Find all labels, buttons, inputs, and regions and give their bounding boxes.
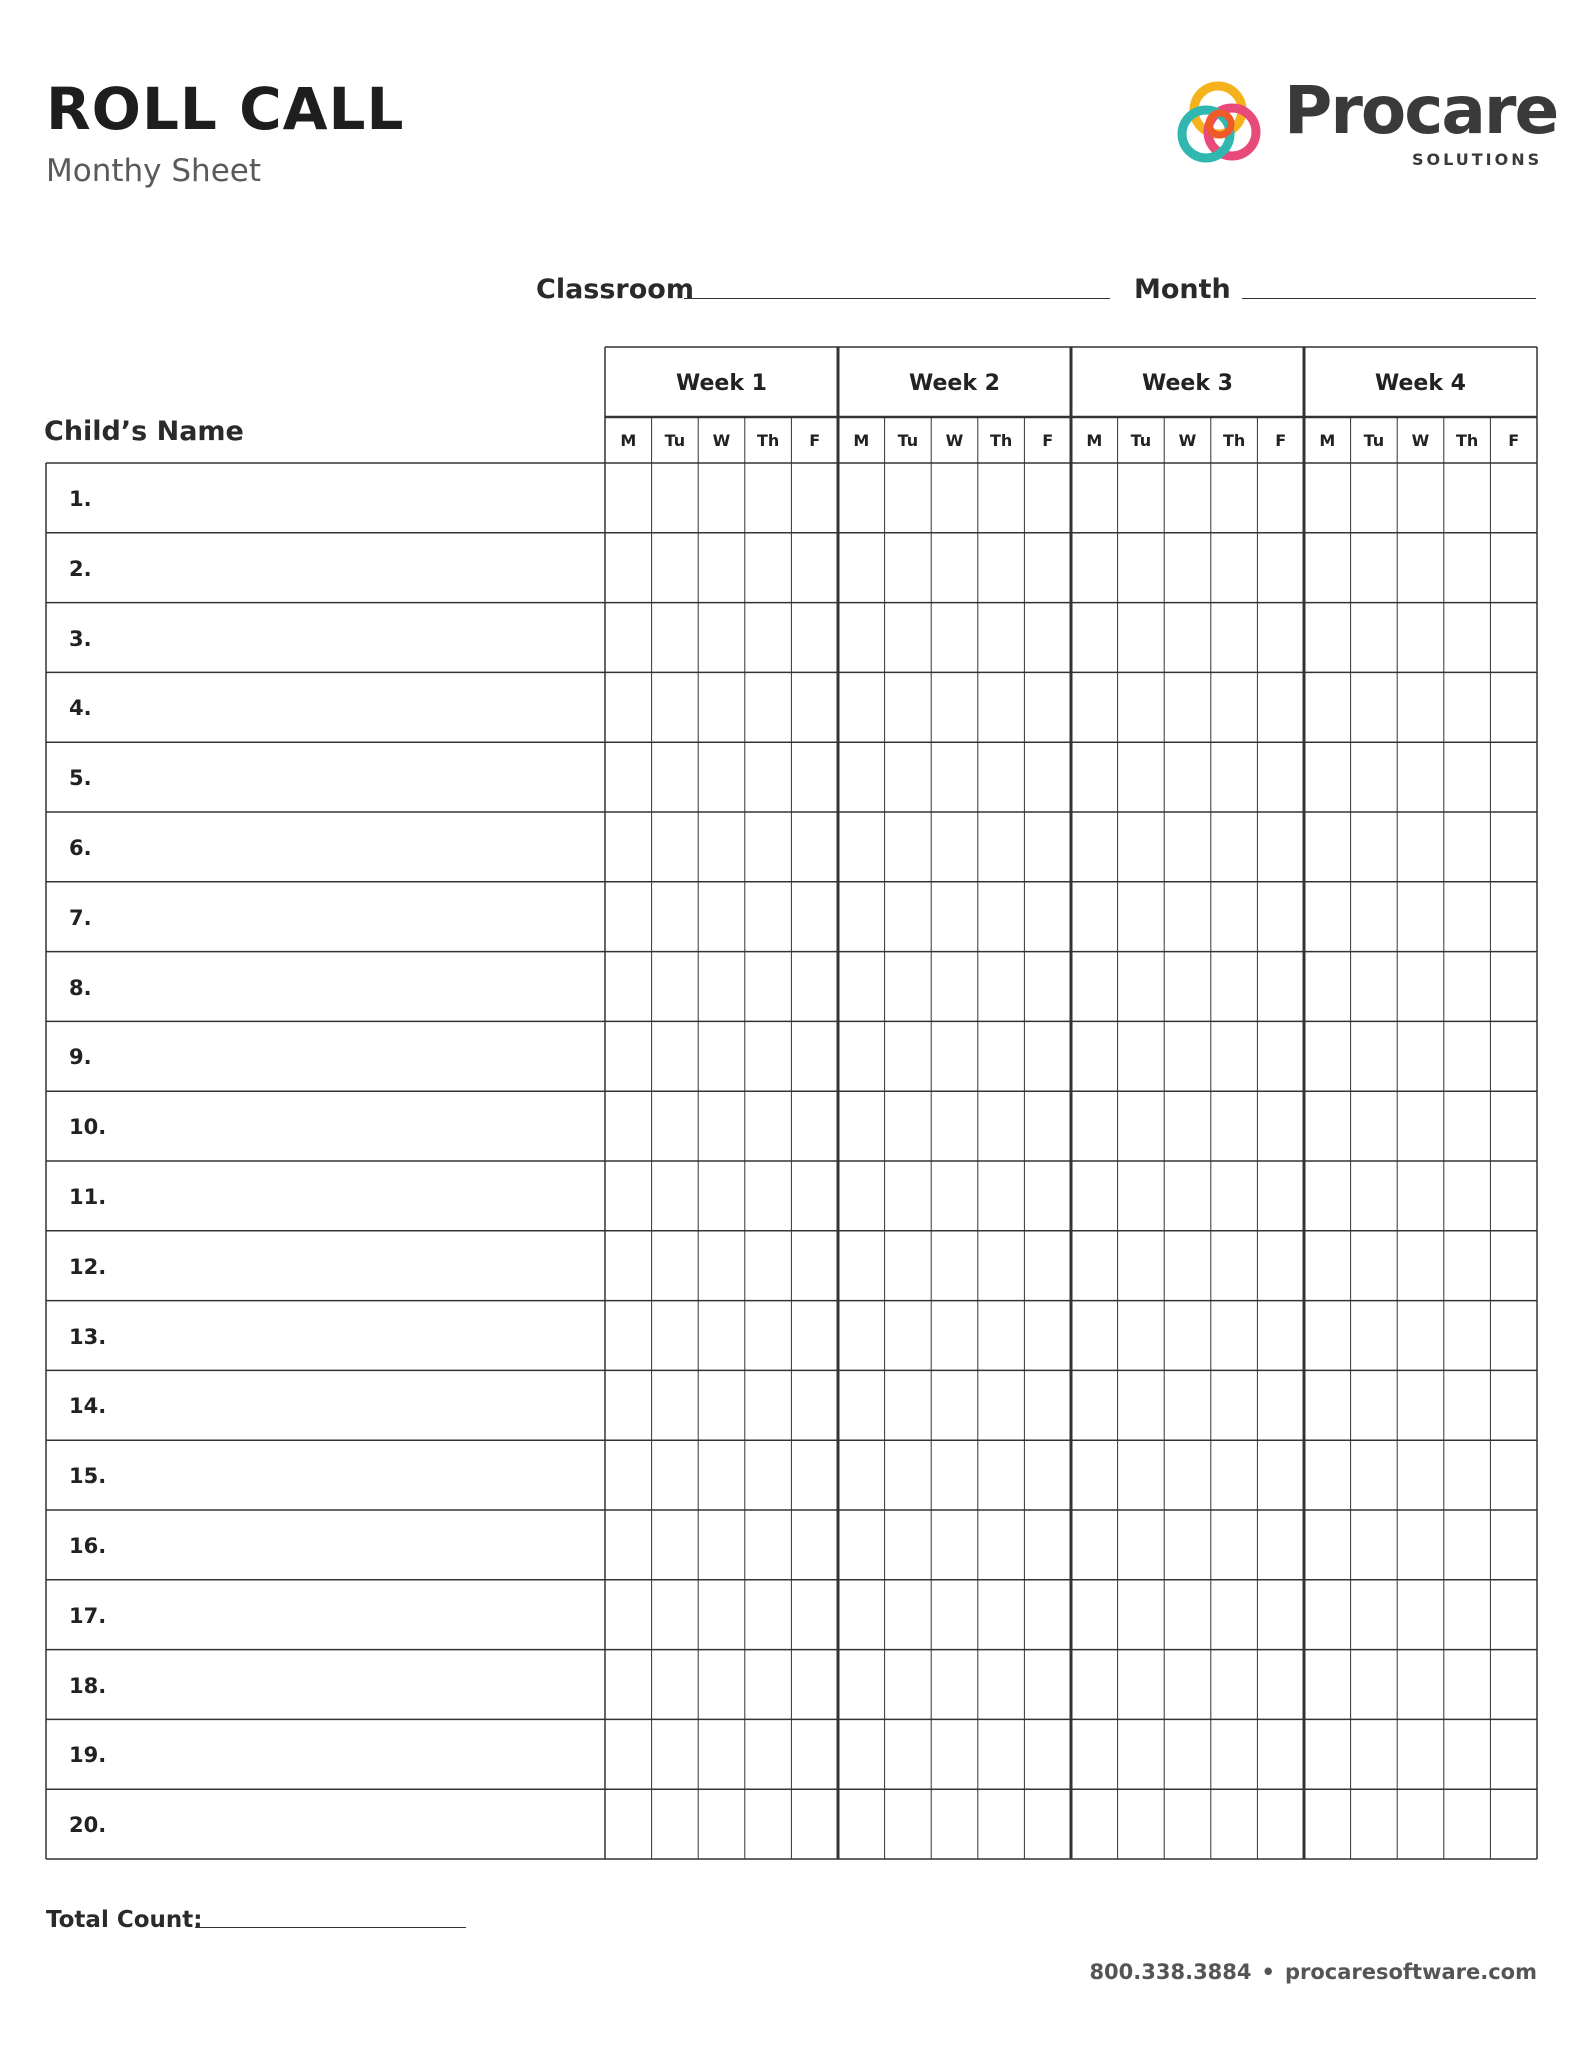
row-number: 19. bbox=[69, 1743, 107, 1768]
day-header: F bbox=[1275, 431, 1287, 450]
page-title: ROLL CALL bbox=[46, 75, 405, 143]
day-header: F bbox=[1508, 431, 1520, 450]
row-number: 7. bbox=[69, 905, 92, 930]
day-header: W bbox=[945, 431, 964, 450]
row-number: 18. bbox=[69, 1673, 107, 1698]
week-header: Week 3 bbox=[1142, 371, 1233, 396]
row-number: 16. bbox=[69, 1534, 107, 1558]
day-header: W bbox=[712, 431, 731, 450]
row-number: 17. bbox=[69, 1603, 107, 1628]
row-number: 5. bbox=[69, 766, 92, 791]
row-number: 8. bbox=[69, 975, 92, 1000]
row-number: 11. bbox=[69, 1185, 107, 1209]
footer-website: procaresoftware.com bbox=[1284, 1960, 1537, 1984]
day-header: Tu bbox=[1130, 431, 1152, 450]
week-header: Week 4 bbox=[1375, 371, 1466, 396]
total-count-label: Total Count: bbox=[46, 1907, 203, 1933]
day-header: W bbox=[1178, 431, 1197, 450]
month-label: Month bbox=[1134, 274, 1231, 305]
logo-tagline: SOLUTIONS bbox=[1412, 150, 1543, 169]
row-number: 9. bbox=[69, 1045, 92, 1070]
day-header: Th bbox=[756, 431, 780, 450]
row-number: 10. bbox=[69, 1115, 107, 1140]
row-number: 4. bbox=[69, 696, 92, 721]
row-number: 2. bbox=[69, 556, 92, 581]
row-number: 14. bbox=[69, 1394, 107, 1419]
day-header: Th bbox=[1222, 431, 1246, 450]
row-number: 6. bbox=[69, 836, 92, 860]
day-header: M bbox=[620, 431, 637, 450]
footer-separator: • bbox=[1261, 1960, 1275, 1984]
row-number: 15. bbox=[69, 1464, 107, 1489]
day-header: M bbox=[1086, 431, 1103, 450]
row-number: 1. bbox=[69, 487, 92, 511]
day-header: Tu bbox=[1363, 431, 1385, 450]
page-subtitle: Monthy Sheet bbox=[46, 153, 261, 189]
day-header: M bbox=[853, 431, 870, 450]
day-header: F bbox=[1042, 431, 1054, 450]
classroom-label: Classroom bbox=[536, 274, 694, 305]
day-header: Tu bbox=[897, 431, 919, 450]
day-header: F bbox=[809, 431, 821, 450]
row-number: 12. bbox=[69, 1254, 107, 1279]
day-header: Th bbox=[1455, 431, 1479, 450]
footer-contact bbox=[1089, 1962, 1537, 1983]
week-header: Week 1 bbox=[676, 371, 767, 396]
row-number: 20. bbox=[69, 1813, 107, 1838]
row-number: 13. bbox=[69, 1324, 107, 1349]
footer-phone: 800.338.3884 bbox=[1089, 1960, 1252, 1984]
total-count-field[interactable] bbox=[195, 1927, 466, 1928]
childs-name-header: Child’s Name bbox=[44, 416, 244, 447]
day-header: W bbox=[1411, 431, 1430, 450]
day-header: M bbox=[1319, 431, 1336, 450]
week-header: Week 2 bbox=[909, 371, 1000, 396]
logo-wordmark: Procare bbox=[1284, 72, 1558, 149]
day-header: Tu bbox=[664, 431, 686, 450]
row-number: 3. bbox=[69, 626, 92, 651]
day-header: Th bbox=[989, 431, 1013, 450]
